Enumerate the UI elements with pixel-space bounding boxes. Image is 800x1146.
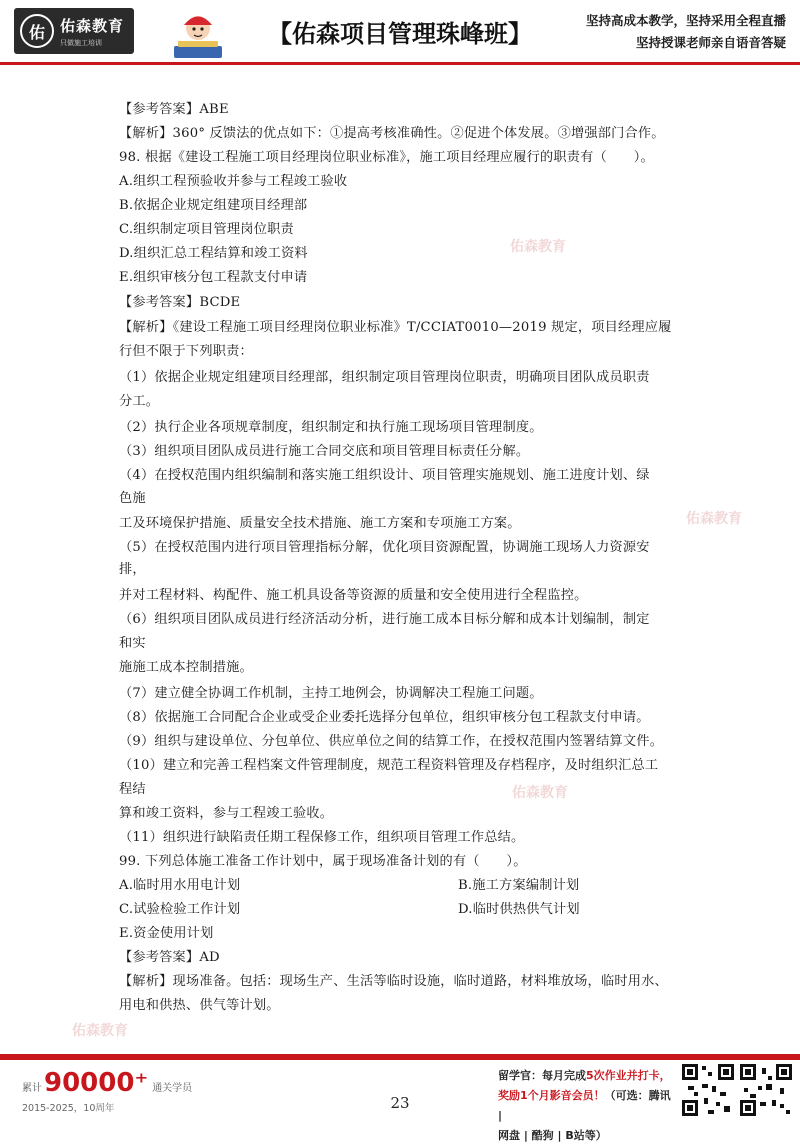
question-stem: 99. 下列总体施工准备工作计划中，属于现场准备计划的有（ ）。 bbox=[119, 854, 527, 869]
option: E.组织审核分包工程款支付申请 bbox=[119, 270, 308, 285]
slogan-line: 坚持授课老师亲自语音答疑 bbox=[635, 35, 786, 50]
duty-line: （11）组织进行缺陷责任期工程保修工作，组织项目管理工作总结。 bbox=[119, 830, 525, 845]
logo-name: 佑森教育 bbox=[60, 16, 125, 35]
duty-line: （8）依据施工合同配合企业或受企业委托选择分包单位，组织审核分包工程款支付申请。 bbox=[119, 710, 650, 725]
qr-code-icon[interactable] bbox=[680, 1062, 736, 1118]
option: B.施工方案编制计划 bbox=[458, 878, 580, 893]
promo-highlight: 奖励1个月影音会员！ bbox=[498, 1089, 605, 1102]
slogan-line: 坚持高成本教学，坚持采用全程直播 bbox=[585, 13, 786, 28]
analysis-line: 用电和供热、供气等计划。 bbox=[119, 998, 280, 1013]
footer-divider bbox=[0, 1054, 800, 1060]
option: C.试验检验工作计划 bbox=[119, 902, 241, 917]
answer-line: 【参考答案】AD bbox=[119, 950, 220, 965]
duty-line: （5）在授权范围内进行项目管理指标分解，优化项目资源配置，协调施工现场人力资源安 bbox=[119, 540, 650, 555]
duty-line: （6）组织项目团队成员进行经济活动分析，进行施工成本目标分解和成本计划编制，制定 bbox=[119, 612, 650, 627]
question-stem: 98. 根据《建设工程施工项目经理岗位职业标准》，施工项目经理应履行的职责有（ ）。 bbox=[119, 150, 654, 165]
duty-line: 并对工程材料、构配件、施工机具设备等资源的质量和安全使用进行全程监控。 bbox=[119, 588, 588, 603]
duty-line: （7）建立健全协调工作机制，主持工地例会，协调解决工程施工问题。 bbox=[119, 686, 543, 701]
stat-suffix: 通关学员 bbox=[152, 1083, 193, 1094]
duty-line: （9）组织与建设单位、分包单位、供应单位之间的结算工作，在授权范围内签署结算文件。 bbox=[119, 734, 664, 749]
duty-line: 程结 bbox=[119, 782, 146, 797]
stat-years: 2015-2025，10周年 bbox=[22, 1103, 115, 1114]
stat-number: 90000⁺ bbox=[44, 1068, 149, 1098]
brand-logo bbox=[14, 8, 134, 54]
watermark: 佑森教育 bbox=[686, 511, 742, 527]
header-slogan bbox=[586, 10, 786, 54]
duty-line: 工及环境保护措施、质量安全技术措施、施工方案和专项施工方案。 bbox=[119, 516, 521, 531]
watermark: 佑森教育 bbox=[512, 785, 568, 801]
header-divider bbox=[0, 62, 800, 65]
option: C.组织制定项目管理岗位职责 bbox=[119, 222, 294, 237]
watermark: 佑森教育 bbox=[72, 1023, 128, 1039]
mascot-icon bbox=[168, 8, 228, 60]
option: D.临时供热供气计划 bbox=[458, 902, 580, 917]
option: D.组织汇总工程结算和竣工资料 bbox=[119, 246, 308, 261]
analysis-line: 【解析】《建设工程施工项目经理岗位职业标准》T/CCIAT0010—2019 规定，项目经理应履 bbox=[119, 320, 672, 335]
answer-line: 【参考答案】BCDE bbox=[119, 295, 241, 310]
option: A.组织工程预验收并参与工程竣工验收 bbox=[119, 174, 348, 189]
logo-icon: 佑 bbox=[20, 14, 54, 48]
page-number: 23 bbox=[390, 1094, 410, 1112]
duty-line: 算和竣工资料，参与工程竣工验收。 bbox=[119, 806, 334, 821]
promo-text: （可选：腾讯 | bbox=[498, 1089, 671, 1122]
duty-line: （3）组织项目团队成员进行施工合同交底和项目管理目标责任分解。 bbox=[119, 444, 530, 459]
footer-promo bbox=[498, 1066, 678, 1146]
stat-prefix: 累计 bbox=[22, 1083, 42, 1094]
duty-line: 施施工成本控制措施。 bbox=[119, 660, 253, 675]
watermark: 佑森教育 bbox=[510, 239, 566, 255]
answer-line: 【参考答案】ABE bbox=[119, 102, 229, 117]
header-title: 【佑森项目管理珠峰班】 bbox=[268, 20, 532, 48]
duty-line: （10）建立和完善工程档案文件管理制度，规范工程资料管理及存档程序，及时组织汇总工 bbox=[119, 758, 659, 773]
duty-line: 和实 bbox=[119, 636, 146, 651]
duty-line: （4）在授权范围内组织编制和落实施工组织设计、项目管理实施规划、施工进度计划、绿 bbox=[119, 468, 650, 483]
analysis-line: 行但不限于下列职责： bbox=[119, 344, 253, 359]
duty-line: （1）依据企业规定组建项目经理部，组织制定项目管理岗位职责，明确项目团队成员职责 bbox=[119, 370, 650, 385]
promo-text: 网盘 | 酷狗 | B站等） bbox=[498, 1129, 607, 1142]
qr-code-icon[interactable] bbox=[738, 1062, 794, 1118]
logo-slogan: 只做施工培训 bbox=[60, 38, 102, 47]
duty-line: 色施 bbox=[119, 491, 146, 506]
promo-text: 留学官：每月完成 bbox=[498, 1069, 586, 1082]
duty-line: 分工。 bbox=[119, 394, 160, 409]
option: A.临时用水用电计划 bbox=[119, 878, 241, 893]
analysis-line: 【解析】现场准备。包括：现场生产、生活等临时设施，临时道路，材料堆放场，临时用水、 bbox=[119, 974, 668, 989]
option: B.依据企业规定组建项目经理部 bbox=[119, 198, 308, 213]
page-header bbox=[0, 0, 800, 62]
duty-line: 排， bbox=[119, 562, 146, 577]
duty-line: （2）执行企业各项规章制度，组织制定和执行施工现场项目管理制度。 bbox=[119, 420, 543, 435]
analysis-line: 【解析】360° 反馈法的优点如下：①提高考核准确性。②促进个体发展。③增强部门合作。 bbox=[119, 126, 665, 141]
promo-highlight: 5次作业并打卡， bbox=[586, 1069, 671, 1082]
option: E.资金使用计划 bbox=[119, 926, 214, 941]
